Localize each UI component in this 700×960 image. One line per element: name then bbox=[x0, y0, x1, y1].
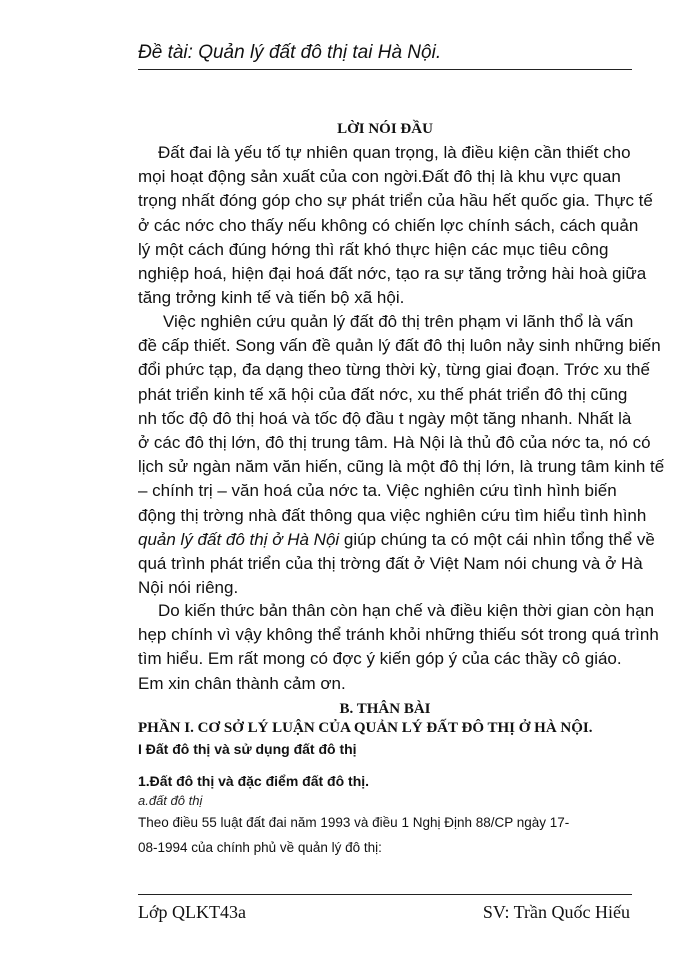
paragraph-line: ở các đô thị lớn, đô thị trung tâm. Hà Nội là thủ đô của nớc ta, nó có bbox=[138, 433, 651, 453]
italic-topic: quản lý đất đô thị ở Hà Nội bbox=[138, 529, 340, 549]
paragraph-line: trọng nhất đóng góp cho sự phát triển của hầu hết quốc gia. Thực tế bbox=[138, 191, 653, 211]
part-title: PHẦN I. CƠ SỞ LÝ LUẬN CỦA QUẢN LÝ ĐẤT ĐÔ THỊ Ở HÀ NỘI. bbox=[138, 720, 593, 736]
paragraph-line: Nội nói riêng. bbox=[138, 578, 239, 598]
paragraph-line: ở các nớc cho thấy nếu không có chiến lợc chính sách, cách quản bbox=[138, 215, 639, 235]
paragraph-line: quá trình phát triển của thị trờng đất ở Việt Nam nói chung và ở Hà bbox=[138, 554, 643, 574]
page-header: Đề tài: Quản lý đất đô thị tai Hà Nội. bbox=[138, 42, 442, 63]
paragraph-line: Đất đai là yếu tố tự nhiên quan trọng, là điều kiện cần thiết cho bbox=[158, 143, 631, 162]
paragraph-line: – chính trị – văn hoá của nớc ta. Việc nghiên cứu tình hình biến bbox=[138, 481, 617, 501]
preface-title: LỜI NÓI ĐẦU bbox=[337, 121, 433, 137]
preface-paragraph-3 bbox=[138, 599, 659, 696]
paragraph-line: đổi phức tạp, đa dạng theo từng thời kỳ, từng giai đoạn. Trớc xu thế bbox=[138, 360, 650, 380]
header-rule bbox=[138, 69, 632, 70]
footer-student: SV: Trần Quốc Hiếu bbox=[482, 902, 630, 922]
paragraph-line: 08-1994 của chính phủ về quản lý đô thị: bbox=[138, 840, 382, 855]
paragraph-line: nh tốc độ đô thị hoá và tốc độ đầu t ngày một tăng nhanh. Nhất là bbox=[138, 408, 632, 428]
paragraph-line: Việc nghiên cứu quản lý đất đô thị trên phạm vi lãnh thổ là vấn bbox=[163, 312, 634, 331]
section-title: B. THÂN BÀI bbox=[339, 701, 431, 717]
law-paragraph bbox=[138, 810, 632, 860]
footer-class: Lớp QLKT43a bbox=[138, 902, 246, 922]
paragraph-line: tăng trởng kinh tế và tiến bộ xã hội. bbox=[138, 288, 405, 308]
chapter-title: I Đất đô thị và sử dụng đất đô thị bbox=[138, 741, 357, 757]
subsection-title: 1.Đất đô thị và đặc điểm đất đô thị. bbox=[138, 773, 370, 789]
footer-rule bbox=[138, 894, 632, 895]
preface-paragraph-2 bbox=[138, 310, 665, 600]
paragraph-line: mọi hoạt động sản xuất của con ngời.Đất đô thị là khu vực quan bbox=[138, 167, 621, 187]
paragraph-line: Theo điều 55 luật đất đai năm 1993 và điều 1 Nghị Định 88/CP ngày 17- bbox=[138, 815, 570, 830]
paragraph-line: động thị trờng nhà đất thông qua việc nghiên cứu tìm hiểu tình hình bbox=[138, 505, 647, 525]
paragraph-line bbox=[138, 528, 655, 552]
preface-paragraph-1 bbox=[138, 141, 653, 310]
paragraph-line: tìm hiểu. Em rất mong có đợc ý kiến góp ý của các thầy cô giáo. bbox=[138, 649, 622, 669]
thanks-line: Em xin chân thành cảm ơn. bbox=[138, 673, 346, 693]
paragraph-line: phát triển kinh tế xã hội của đất nớc, xu thế phát triển đô thị cũng bbox=[138, 384, 628, 404]
paragraph-line: đề cấp thiết. Song vấn đề quản lý đất đô thị luôn nảy sinh những biến bbox=[138, 336, 661, 356]
paragraph-line: nghiệp hoá, hiện đại hoá đất nớc, tạo ra sự tăng trởng hài hoà giữa bbox=[138, 264, 647, 284]
paragraph-line: hẹp chính vì vậy không thể tránh khỏi những thiếu sót trong quá trình bbox=[138, 625, 659, 645]
item-a-label: a.đất đô thị bbox=[138, 793, 203, 808]
paragraph-line: lý một cách đúng hớng thì rất khó thực hiện các mục tiêu công bbox=[138, 239, 609, 259]
paragraph-line: Do kiến thức bản thân còn hạn chế và điều kiện thời gian còn hạn bbox=[158, 601, 655, 620]
paragraph-line: lịch sử ngàn năm văn hiến, cũng là một đô thị lớn, là trung tâm kinh tế bbox=[138, 457, 665, 477]
paragraph-fragment: giúp chúng ta có một cái nhìn tổng thể về bbox=[339, 529, 655, 549]
